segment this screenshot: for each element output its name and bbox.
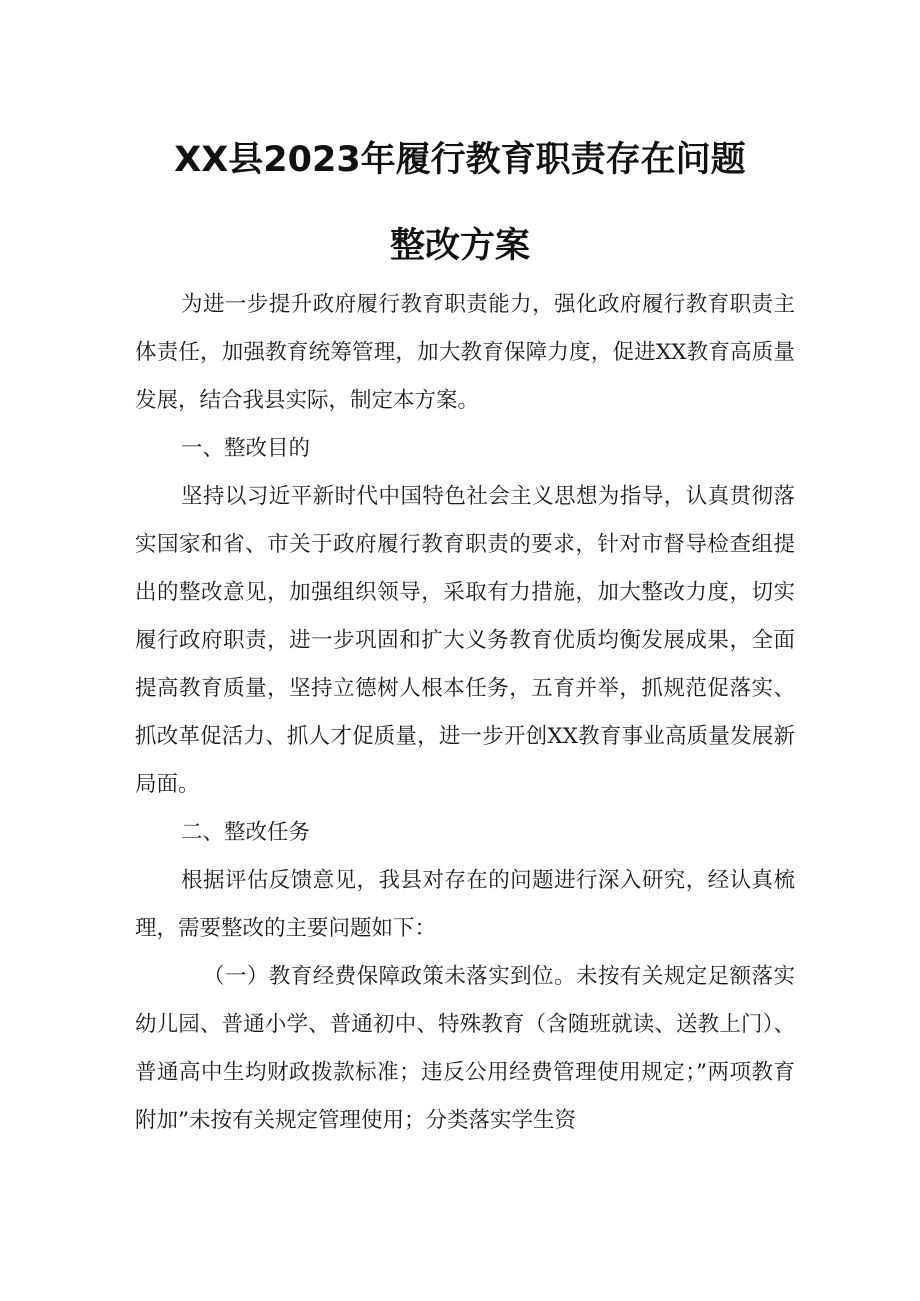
purpose-paragraph: 坚持以习近平新时代中国特色社会主义思想为指导，认真贯彻落实国家和省、市关于政府履行教育职责的要求，针对市督导检查组提出的整改意见，加强组织领导，采取有力措施，加大整改力度，切实履行政府职责，进一步巩固和扩大义务教育优质均衡发展成果，全面提高教育质量，坚持立德树人根本任务，五育并举，抓规范促落实、抓改革促活力、抓人才促质量，进一步开创XX教育事业高质量发展新局面。 (135, 484, 795, 797)
document-body (135, 281, 795, 1145)
section-heading-purpose: 一、整改目的 (181, 436, 311, 461)
tasks-intro-paragraph: 根据评估反馈意见，我县对存在的问题进行深入研究，经认真梳理，需要整改的主要问题如下： (135, 868, 795, 941)
task-item-1-paragraph: （一）教育经费保障政策未落实到位。未按有关规定足额落实幼儿园、普通小学、普通初中、特殊教育（含随班就读、送教上门）、普通高中生均财政拨款标准；违反公用经费管理使用规定；”两项教育附加”未按有关规定管理使用；分类落实学生资 (135, 964, 795, 1133)
document-title-line-1: XX县2023年履行教育职责存在问题 (174, 140, 746, 180)
section-heading-tasks: 二、整改任务 (181, 820, 311, 845)
intro-paragraph: 为进一步提升政府履行教育职责能力，强化政府履行教育职责主体责任，加强教育统筹管理，加大教育保障力度，促进XX教育高质量发展，结合我县实际，制定本方案。 (135, 292, 795, 413)
document-title-line-2: 整改方案 (389, 226, 530, 266)
